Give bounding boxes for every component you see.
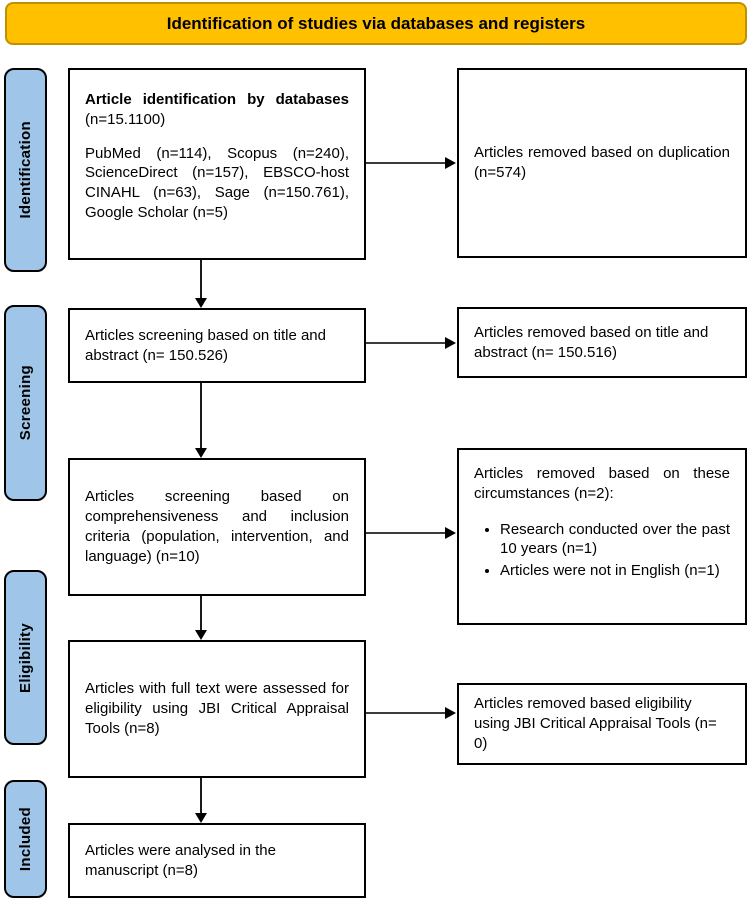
arrow-right-icon xyxy=(366,712,446,714)
stage-tab-included xyxy=(4,780,47,898)
flow-box-identification-databases xyxy=(68,68,366,260)
flow-box-heading xyxy=(85,90,349,130)
stage-label-included: Included xyxy=(17,806,34,872)
arrow-down-icon xyxy=(200,596,202,631)
flow-box-removed-circumstances xyxy=(457,448,747,625)
flow-box-text: Articles screening based on comprehensiveness and inclusion criteria (population, intervention, and language) (n=10) xyxy=(85,488,349,565)
removal-reason-item: • Research conducted over the past 10 years (n=1) xyxy=(500,520,730,560)
stage-label-identification: Identification xyxy=(17,121,34,219)
flow-box-removed-duplication xyxy=(457,68,747,258)
flow-box-text: Articles removed based on duplication (n=574) xyxy=(474,144,730,181)
stage-tab-identification xyxy=(4,68,47,272)
flow-box-text: Articles screening based on title and abstract (n= 150.526) xyxy=(85,326,326,364)
arrow-down-icon xyxy=(200,383,202,449)
flow-box-text: Articles with full text were assessed for eligibility using JBI Critical Appraisal Tools (n=8) xyxy=(85,680,349,737)
flow-box-heading-bold: Article identification by databases xyxy=(85,91,349,108)
stage-label-eligibility: Eligibility xyxy=(17,622,34,693)
removal-reason-item: • Articles were not in English (n=1) xyxy=(500,561,730,581)
flow-box-heading-count: (n=15.1100) xyxy=(85,110,166,128)
flow-box-removed-eligibility xyxy=(457,683,747,765)
flow-box-screening-comprehensiveness xyxy=(68,458,366,596)
diagram-title-banner xyxy=(5,2,747,45)
flow-box-screening-title-abstract xyxy=(68,308,366,383)
arrow-down-icon xyxy=(200,778,202,814)
removal-reasons-list xyxy=(474,520,730,581)
flow-box-text: Articles removed based eligibility using JBI Critical Appraisal Tools (n= 0) xyxy=(474,695,717,752)
arrow-right-icon xyxy=(366,532,446,534)
stage-tab-screening xyxy=(4,305,47,501)
flow-box-text: Articles removed based on title and abstract (n= 150.516) xyxy=(474,323,709,361)
stage-tab-eligibility xyxy=(4,570,47,745)
flow-box-text: Articles removed based on these circumstances (n=2): xyxy=(474,465,730,502)
diagram-title: Identification of studies via databases and registers xyxy=(166,13,586,33)
arrow-right-icon xyxy=(366,342,446,344)
flow-box-removed-title-abstract xyxy=(457,307,747,378)
flow-box-analysed-manuscript xyxy=(68,823,366,898)
flow-box-text: Articles were analysed in the manuscript (n=8) xyxy=(85,841,276,879)
flow-box-full-text-assessed xyxy=(68,640,366,778)
arrow-down-icon xyxy=(200,260,202,299)
flow-box-body: PubMed (n=114), Scopus (n=240), ScienceDirect (n=157), EBSCO-host CINAHL (n=63), Sage (n=150.761), Google Scholar (n=5) xyxy=(85,144,349,221)
arrow-right-icon xyxy=(366,162,446,164)
stage-label-screening: Screening xyxy=(17,365,34,441)
